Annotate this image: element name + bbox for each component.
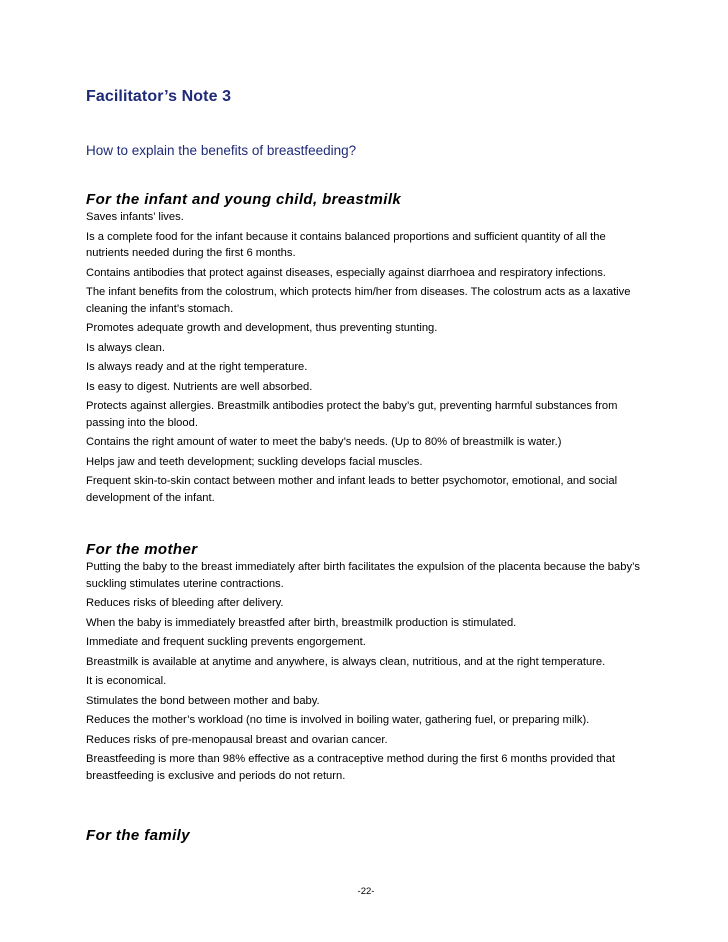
list-item: Saves infants’ lives. [86, 211, 184, 223]
list-item: Protects against allergies. Breastmilk antibodies protect the baby’s gut, preventing harmful substances from passing into the blood. [86, 400, 618, 429]
list-item: It is economical. [86, 675, 167, 687]
list-item: Immediate and frequent suckling prevents engorgement. [86, 636, 366, 648]
list-item: Promotes adequate growth and development, thus preventing stunting. [86, 322, 438, 334]
list-item: Contains the right amount of water to meet the baby’s needs. (Up to 80% of breastmilk is water.) [86, 436, 562, 448]
section-question: How to explain the benefits of breastfeeding? [86, 143, 357, 158]
mother-section [86, 540, 646, 787]
page-title: Facilitator’s Note 3 [86, 88, 232, 105]
infant-heading: For the infant and young child, breastmilk [86, 191, 402, 208]
list-item: Reduces risks of bleeding after delivery. [86, 597, 284, 609]
list-item: Is always clean. [86, 341, 165, 354]
list-item: Is always ready and at the right temperature. [86, 361, 308, 373]
list-item: When the baby is immediately breastfed after birth, breastmilk production is stimulated. [86, 616, 517, 629]
list-item: Helps jaw and teeth development; suckling develops facial muscles. [86, 455, 423, 468]
list-item: Contains antibodies that protect against diseases, especially against diarrhoea and respiratory infections. [86, 266, 606, 279]
list-item: The infant benefits from the colostrum, which protects him/her from diseases. The colostrum acts as a laxative cleaning the infant’s stomach. [86, 286, 631, 315]
page-number: -22- [357, 886, 375, 897]
family-heading: For the family [86, 827, 190, 844]
list-item: Breastmilk is available at anytime and anywhere, is always clean, nutritious, and at the right temperature. [86, 655, 606, 668]
mother-heading: For the mother [86, 541, 198, 558]
list-item: Stimulates the bond between mother and baby. [86, 694, 320, 707]
list-item: Is a complete food for the infant because it contains balanced proportions and sufficient quantity of all the nutrients needed during the first 6 months. [86, 230, 606, 259]
list-item: Reduces risks of pre-menopausal breast and ovarian cancer. [86, 733, 388, 746]
list-item: Is easy to digest. Nutrients are well absorbed. [86, 380, 313, 393]
mother-benefits-list [86, 559, 646, 784]
infant-benefits-list [86, 209, 646, 506]
infant-section [86, 190, 646, 509]
family-section [86, 826, 646, 845]
list-item: Reduces the mother’s workload (no time is involved in boiling water, gathering fuel, or preparing milk). [86, 714, 590, 726]
list-item: Putting the baby to the breast immediately after birth facilitates the expulsion of the placenta because the baby’s suckling stimulates uterine contractions. [86, 561, 640, 590]
list-item: Frequent skin-to-skin contact between mother and infant leads to better psychomotor, emotional, and social development of the infant. [86, 475, 618, 504]
list-item: Breastfeeding is more than 98% effective as a contraceptive method during the first 6 months provided that breastfeeding is exclusive and periods do not return. [86, 753, 616, 782]
